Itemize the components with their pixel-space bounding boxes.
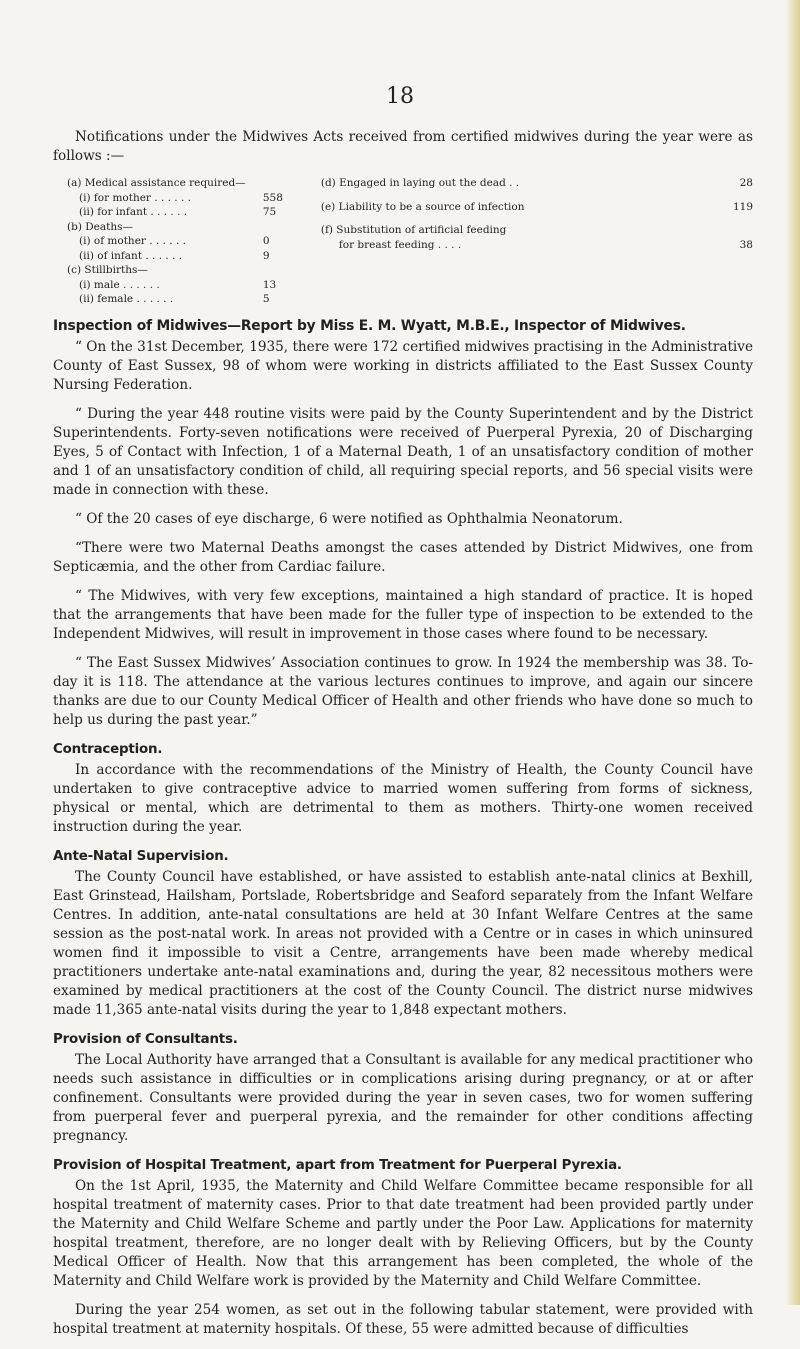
hospital-paragraph: On the 1st April, 1935, the Maternity and Child Welfare Committee became responsible for all hospital treatment of maternity cases. Prior to that date treatment had been provided partly under the Maternity and Child Welfare Scheme and partly under the Poor Law. Applications for maternity hospital treatment, therefore, are no longer dealt with by Relieving Officers, but by the County Medical Officer of Health. Now that this arrangement has been completed, the whole of the Maternity and Child Welfare work is provided by the Maternity and Child Welfare Committee. — [53, 1177, 753, 1289]
row-f-label-1: (f) Substitution of artificial feeding — [320, 224, 507, 236]
inspection-paragraph-3: “ Of the 20 cases of eye discharge, 6 were notified as Ophthalmia Neonatorum. — [75, 510, 623, 527]
inspection-paragraph-6: “ The East Sussex Midwives’ Association continues to grow. In 1924 the membership was 38. To-day it is 118. The attendance at the various lectures continues to improve, and again our sincere thanks are due to our County Medical Officer of Health and other friends who have done so much to help us during the past year.” — [53, 654, 753, 728]
row-f-value: 38 — [739, 238, 753, 251]
notifications-right-column — [295, 176, 753, 307]
final-paragraph: During the year 254 women, as set out in the following tabular statement, were provided with hospital treatment at maternity hospitals. Of these, 55 were admitted because of difficulties — [53, 1301, 753, 1337]
consultants-heading: Provision of Consultants. — [53, 1031, 238, 1047]
row-c1-label: (i) male . . . . . . — [79, 278, 160, 291]
row-a1-value: 558 — [262, 191, 283, 204]
antenatal-heading: Ante-Natal Supervision. — [53, 848, 229, 864]
row-a-label: (a) Medical assistance required— — [67, 177, 246, 189]
row-a1 — [67, 191, 295, 206]
consultants-paragraph: The Local Authority have arranged that a Consultant is available for any medical practitioner who needs such assistance in difficulties or in complications arising during pregnancy, or at or after confinement. Consultants were provided during the year in seven cases, two for women suffering from puerperal fever and puerperal pyrexia, and the remainder for other conditions affecting pregnancy. — [53, 1051, 753, 1144]
row-c1-value: 13 — [262, 278, 277, 291]
row-c-label: (c) Stillbirths— — [67, 264, 148, 276]
row-b1 — [67, 234, 295, 249]
contraception-paragraph: In accordance with the recommendations of the Ministry of Health, the County Council have undertaken to give contraceptive advice to married women suffering from forms of sickness, physical or mental, which are detrimental to them as mothers. Thirty-one women received instruction during the year. — [53, 761, 753, 835]
row-d — [321, 176, 753, 191]
row-b2-label: (ii) of infant . . . . . . — [79, 249, 183, 262]
row-a2 — [67, 205, 295, 220]
row-c2 — [67, 292, 295, 307]
inspection-paragraph-4: “There were two Maternal Deaths amongst the cases attended by District Midwives, one from Septicæmia, and the other from Cardiac failure. — [53, 539, 753, 575]
row-e-value: 119 — [732, 200, 753, 213]
page-edge — [786, 0, 800, 1305]
contraception-heading: Contraception. — [53, 741, 163, 757]
row-e — [321, 200, 753, 215]
row-f-line-2 — [321, 238, 753, 253]
hospital-heading: Provision of Hospital Treatment, apart from Treatment for Puerperal Pyrexia. — [53, 1157, 622, 1173]
row-c2-label: (ii) female . . . . . . — [79, 293, 174, 305]
inspection-paragraph-2: “ During the year 448 routine visits were paid by the County Superintendent and by the District Superintendents. Forty-seven notifications were received of Puerperal Pyrexia, 20 of Discharging Eyes, 5 of Contact with Infection, 1 of a Maternal Death, 1 of an unsatisfactory condition of mother and 1 of an unsatisfactory condition of child, all requiring special reports, and 56 special visits were made in connection with these. — [53, 405, 753, 498]
row-f-label-2: for breast feeding . . . . — [338, 238, 462, 251]
notifications-left-column — [53, 176, 295, 307]
antenatal-paragraph: The County Council have established, or have assisted to establish ante-natal clinics at Bexhill, East Grinstead, Hailsham, Portslade, Robertsbridge and Seaford separately from the Infant Welfare Centres. In addition, ante-natal consultations are held at 30 Infant Welfare Centres at the same session as the post-natal work. In areas not provided with a Centre or in cases in which uninsured women find it impossible to visit a Centre, arrangements have been made whereby medical practitioners undertake ante-natal examinations and, during the year, 82 necessitous mothers were examined by medical practitioners at the cost of the County Council. The district nurse midwives made 11,365 ante-natal visits during the year to 1,848 expectant mothers. — [53, 868, 753, 1018]
row-f — [321, 223, 753, 252]
row-c1 — [67, 278, 295, 293]
row-b2 — [67, 249, 295, 264]
row-d-label: (d) Engaged in laying out the dead . . — [320, 177, 520, 189]
page-number: 18 — [386, 84, 414, 109]
row-b2-value: 9 — [262, 249, 270, 262]
inspection-heading: Inspection of Midwives—Report by Miss E. M. Wyatt, M.B.E., Inspector of Midwives. — [53, 317, 686, 334]
row-e-label: (e) Liability to be a source of infection — [320, 200, 525, 213]
row-c2-value: 5 — [262, 293, 270, 305]
row-d-value: 28 — [739, 177, 753, 189]
row-a1-label: (i) for mother . . . . . . — [79, 191, 191, 204]
inspection-paragraph-5: “ The Midwives, with very few exceptions, maintained a high standard of practice. It is hoped that the arrangements that have been made for the fuller type of inspection to be extended to the Independent Midwives, will result in improvement in those cases where found to be necessary. — [53, 587, 753, 642]
row-b1-label: (i) of mother . . . . . . — [79, 235, 186, 247]
row-a2-label: (ii) for infant . . . . . . — [79, 206, 188, 218]
page-content — [53, 128, 753, 1349]
row-b-label: (b) Deaths— — [67, 220, 134, 233]
notifications-table — [53, 176, 753, 307]
row-b1-value: 0 — [262, 235, 270, 247]
intro-paragraph: Notifications under the Midwives Acts received from certified midwives during the year were as follows :— — [53, 129, 753, 164]
row-a2-value: 75 — [262, 206, 277, 218]
inspection-paragraph-1: “ On the 31st December, 1935, there were 172 certified midwives practising in the Administrative County of East Sussex, 98 of whom were working in districts affiliated to the East Sussex County Nursing Federation. — [53, 338, 753, 393]
